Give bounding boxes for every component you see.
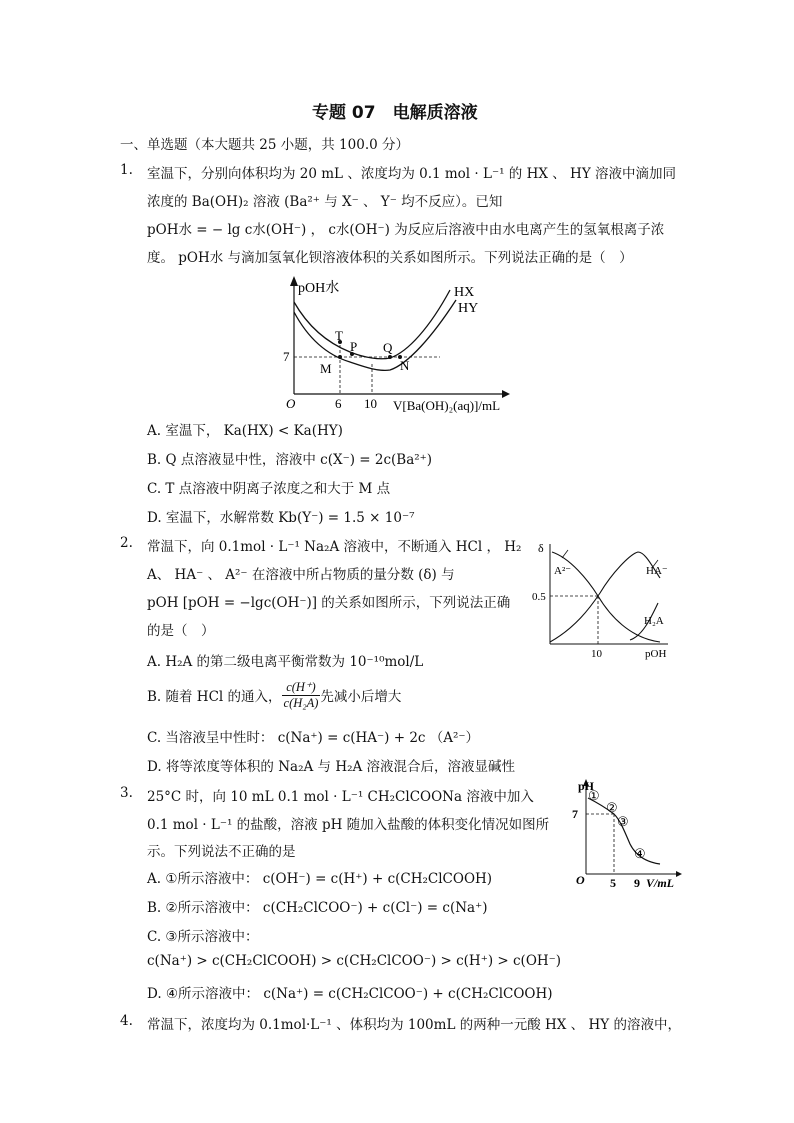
- curve-hx: [294, 290, 450, 359]
- option-b[interactable]: B. ②所示溶液中： c(CH₂ClCOO⁻) + c(Cl⁻) = c(Na⁺): [147, 900, 488, 916]
- point-label-3: ③: [617, 814, 629, 829]
- point-m: [338, 355, 342, 359]
- x-axis-arrow: [502, 390, 510, 398]
- question-text-line: 常温下，向 0.1mol · L⁻¹ Na₂A 溶液中，不断通入 HCl ， H₂: [147, 539, 522, 555]
- option-c[interactable]: C. T 点溶液中阴离子浓度之和大于 M 点: [147, 481, 391, 497]
- ph-volume-chart: [562, 774, 692, 894]
- fraction-h-over-h2a: $\frac{c(H^+)}{\text{c(H₂A)}}$: [283, 679, 319, 710]
- point-label-q: Q: [383, 340, 393, 355]
- question-text-line: 浓度的 Ba(OH)₂ 溶液 (Ba²⁺ 与 X⁻ 、 Y⁻ 均不反应）。已知: [147, 194, 503, 210]
- point-label-m: M: [320, 361, 332, 376]
- option-c-continued: c(Na⁺) > c(CH₂ClCOOH) > c(CH₂ClCOO⁻) > c(H⁺) > c(OH⁻): [147, 953, 562, 969]
- curve-label-a2: A²⁻: [554, 565, 572, 577]
- curve-hy: [294, 300, 456, 370]
- point-label-n: N: [400, 358, 410, 373]
- y-axis-arrow: [290, 276, 298, 286]
- y-axis-label: δ: [538, 541, 544, 555]
- option-d[interactable]: D. 室温下，水解常数 Kb(Y⁻) = 1.5 × 10⁻⁷: [147, 510, 415, 526]
- question-number: 1.: [120, 162, 133, 178]
- y-tick-label: 7: [572, 807, 578, 821]
- question-number: 3.: [120, 785, 133, 801]
- y-tick-label: 0.5: [532, 591, 546, 603]
- option-a[interactable]: A. ①所示溶液中： c(OH⁻) = c(H⁺) + c(CH₂ClCOOH): [147, 871, 493, 887]
- question-number: 2.: [120, 535, 133, 551]
- option-b[interactable]: [147, 678, 401, 712]
- x-axis-label: pOH: [645, 648, 667, 660]
- option-d[interactable]: D. 将等浓度等体积的 Na₂A 与 H₂A 溶液混合后，溶液显碱性: [147, 759, 516, 775]
- x-tick-label: 6: [335, 396, 342, 411]
- option-a[interactable]: A. 室温下， Ka(HX) < Ka(HY): [147, 423, 343, 439]
- option-d[interactable]: D. ④所示溶液中： c(Na⁺) = c(CH₂ClCOO⁻) + c(CH₂ClCOOH): [147, 986, 553, 1002]
- question-text-line: 示。下列说法不正确的是: [147, 844, 296, 860]
- point-q: [388, 355, 392, 359]
- ph-curve: [588, 798, 660, 864]
- point-label-4: ④: [634, 846, 646, 861]
- x-tick-label: 10: [364, 396, 377, 411]
- y-tick-label: 7: [283, 349, 290, 364]
- x-tick-label: 5: [610, 876, 616, 890]
- y-axis-label: pH: [578, 779, 595, 793]
- question-text-line: pOH水 = − lg c水(OH⁻) ， c水(OH⁻) 为反应后溶液中由水电离产生的氢氧根离子浓: [147, 222, 665, 238]
- x-axis-arrow: [676, 871, 682, 877]
- curve-label-hy: HY: [458, 301, 479, 316]
- curve-label-hx: HX: [454, 285, 475, 300]
- question-text-line: 的是（ ）: [147, 623, 215, 639]
- question-number: 4.: [120, 1013, 133, 1029]
- point-label-p: P: [350, 339, 358, 354]
- question-text-line: 度。 pOH水 与滴加氢氧化钡溶液体积的关系如图所示。下列说法正确的是（ ）: [147, 250, 633, 266]
- y-axis-label: pOH水: [298, 281, 340, 296]
- question-text-line: 常温下，浓度均为 0.1mol·L⁻¹ 、体积均为 100mL 的两种一元酸 HX 、 HY 的溶液中，: [147, 1017, 681, 1033]
- question-text-line: A、 HA⁻ 、 A²⁻ 在溶液中所占物质的量分数 (δ) 与: [147, 567, 455, 583]
- point-label-1: ①: [588, 788, 600, 803]
- x-tick-label: 10: [591, 648, 602, 660]
- origin-label: O: [286, 396, 296, 411]
- question-text-line: 室温下，分别向体积均为 20 mL 、浓度均为 0.1 mol · L⁻¹ 的 HX 、 HY 溶液中滴加同: [147, 166, 677, 182]
- page-title: 专题 07 电解质溶液: [312, 103, 478, 123]
- delta-poh-chart: [530, 538, 680, 664]
- option-b-text: B. 随着 HCl 的通入，: [147, 689, 282, 705]
- option-a[interactable]: A. H₂A 的第二级电离平衡常数为 10⁻¹⁰mol/L: [147, 654, 424, 670]
- point-label-2: ②: [606, 800, 618, 815]
- section-heading: 一、单选题（本大题共 25 小题，共 100.0 分）: [120, 137, 409, 153]
- origin-label: O: [576, 873, 585, 887]
- point-label-t: T: [335, 328, 343, 343]
- curve-label-ha: HA⁻: [646, 565, 668, 577]
- option-c[interactable]: C. ③所示溶液中：: [147, 929, 259, 945]
- poh-volume-chart: [280, 272, 520, 414]
- question-text-line: pOH [pOH = −lgc(OH⁻)] 的关系如图所示，下列说法正确: [147, 595, 511, 611]
- option-b-text: 先减小后增大: [320, 689, 402, 705]
- option-b[interactable]: B. Q 点溶液显中性，溶液中 c(X⁻) = 2c(Ba²⁺): [147, 452, 433, 468]
- option-c[interactable]: C. 当溶液呈中性时： c(Na⁺) = c(HA⁻) + 2c （A²⁻）: [147, 730, 480, 746]
- x-axis-label: V/mL: [646, 876, 675, 890]
- question-text-line: 25°C 时，向 10 mL 0.1 mol · L⁻¹ CH₂ClCOONa 溶液中加入: [147, 789, 534, 805]
- x-axis-label: V[Ba(OH)₂(aq)]/mL: [393, 398, 501, 413]
- question-text-line: 0.1 mol · L⁻¹ 的盐酸，溶液 pH 随加入盐酸的体积变化情况如图所: [147, 817, 550, 833]
- curve-label-h2a: H₂A: [644, 615, 664, 627]
- x-tick-label: 9: [634, 876, 640, 890]
- leader-a2: [562, 550, 568, 558]
